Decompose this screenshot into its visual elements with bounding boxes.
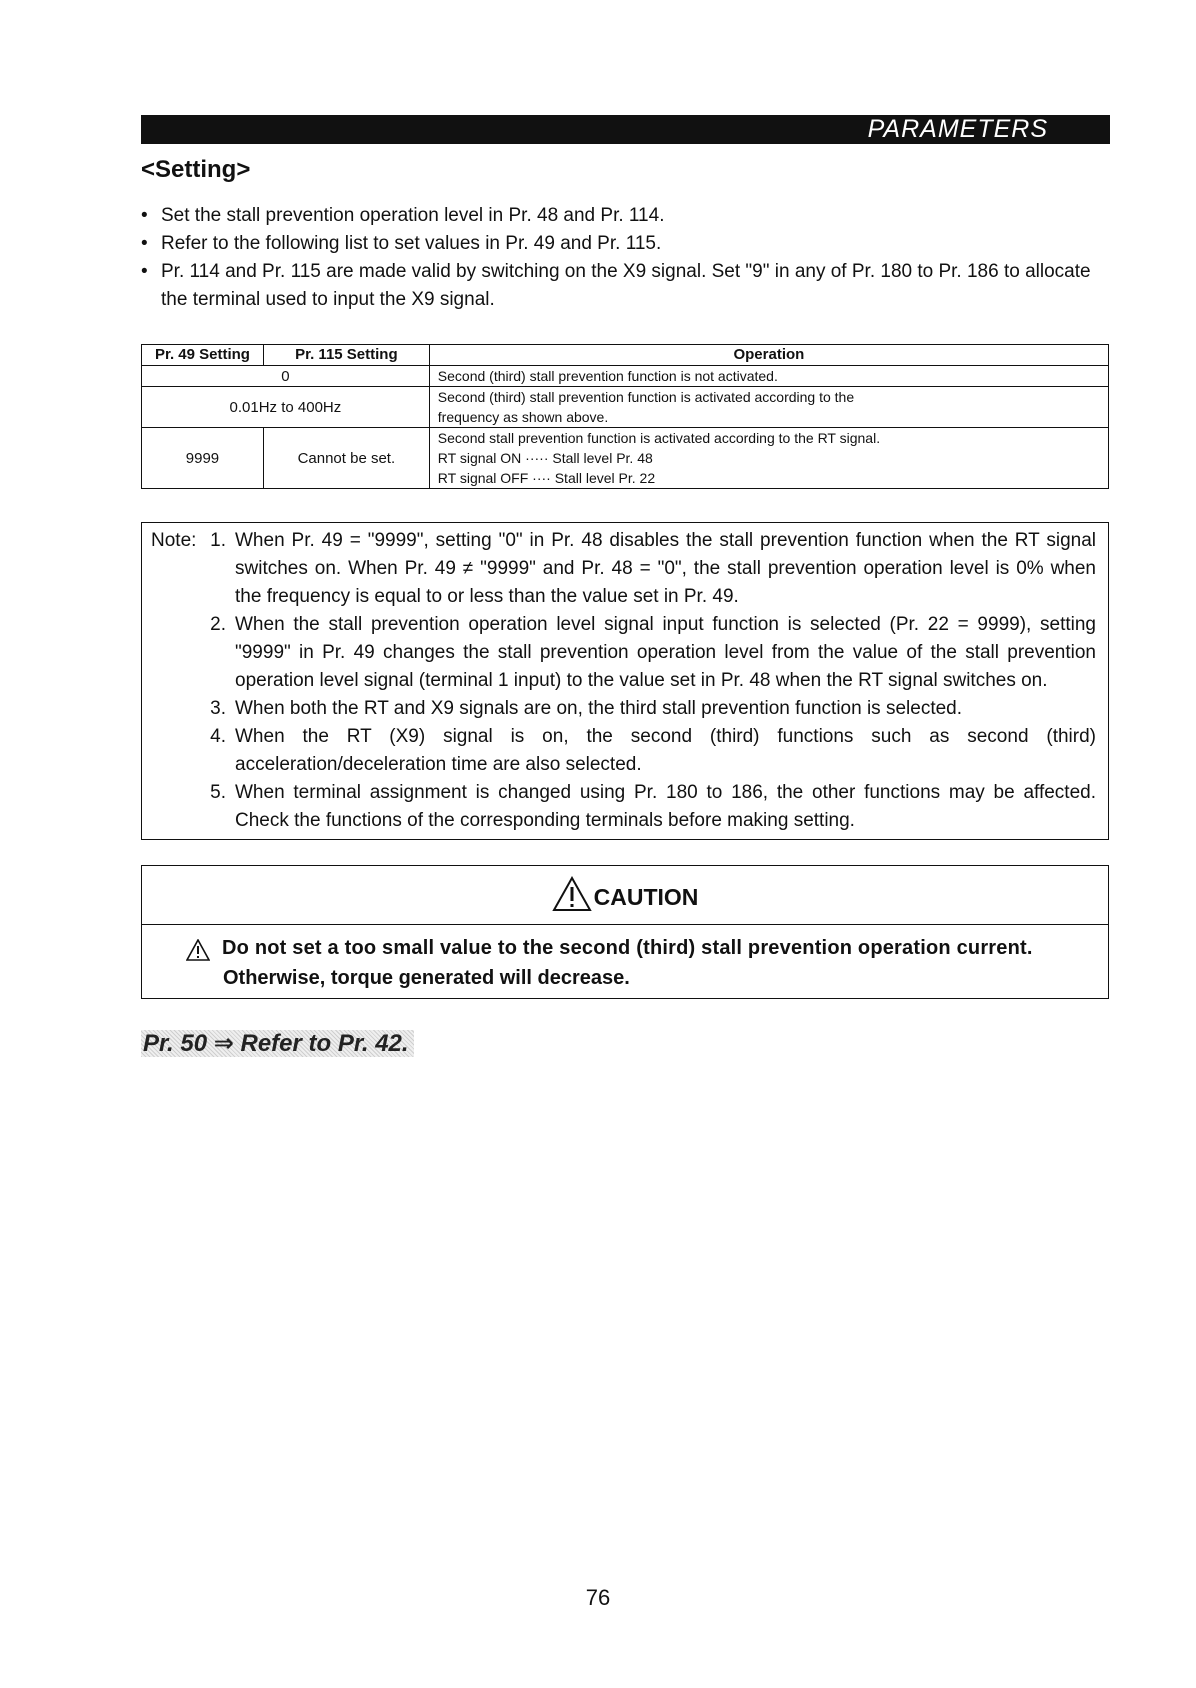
bullet-list <box>141 202 1121 314</box>
table-row <box>142 387 1109 428</box>
cell-pr115: Cannot be set. <box>263 428 429 489</box>
header-title: PARAMETERS <box>867 115 1048 143</box>
table-row <box>142 428 1109 489</box>
warning-small-icon <box>186 939 210 961</box>
warning-triangle-icon <box>552 876 592 912</box>
note-item <box>202 527 1096 611</box>
bullet-item <box>141 258 1121 314</box>
cell-setting: 0 <box>142 366 430 387</box>
caution-box <box>141 865 1109 999</box>
bullet-dot: • <box>141 233 148 254</box>
operation-line: frequency as shown above. <box>437 409 609 425</box>
bullet-item <box>141 202 1121 230</box>
bullet-dot: • <box>141 261 148 282</box>
note-number: 2. <box>210 614 226 635</box>
reference-label: Pr. 50 ⇒ Refer to Pr. 42. <box>141 1030 414 1057</box>
note-text: When Pr. 49 = "9999", setting "0" in Pr. 48 disables the stall prevention function when the RT signal switches on. When Pr. 49 ≠ "9999" and Pr. 48 = "0", the stall prevention operation level is 0% when the frequency is equal to or less than the value set in Pr. 49. <box>235 530 1096 607</box>
operation-line: Second (third) stall prevention function is activated according to the <box>437 389 855 405</box>
bullet-text: Set the stall prevention operation level in Pr. 48 and Pr. 114. <box>161 205 665 226</box>
note-number: 1. <box>210 530 226 551</box>
header-pr115: Pr. 115 Setting <box>263 345 429 366</box>
table-row <box>142 366 1109 387</box>
operation-line: RT signal ON ····· Stall level Pr. 48 <box>437 450 653 466</box>
note-item <box>202 611 1096 695</box>
cell-pr49: 9999 <box>142 428 264 489</box>
header-operation: Operation <box>429 345 1108 366</box>
section-title: <Setting> <box>141 156 251 183</box>
table-header-row <box>142 345 1109 366</box>
bullet-item <box>141 230 1121 258</box>
cell-operation <box>429 428 1108 489</box>
caution-title: CAUTION <box>593 884 699 910</box>
caution-text-line: Do not set a too small value to the second (third) stall prevention operation current. <box>222 937 1033 959</box>
cell-operation <box>429 387 1108 428</box>
note-text: When the stall prevention operation level signal input function is selected (Pr. 22 = 9999), setting "9999" in Pr. 49 changes the stall prevention operation level from the value of the stall prevention operation level signal (terminal 1 input) to the value set in Pr. 48 when the RT signal switches on. <box>235 614 1096 691</box>
note-item <box>202 695 1096 723</box>
page-number: 76 <box>585 1585 611 1610</box>
bullet-text: Refer to the following list to set values in Pr. 49 and Pr. 115. <box>161 233 662 254</box>
operation-line: RT signal OFF ···· Stall level Pr. 22 <box>437 470 656 486</box>
caution-header <box>142 866 1108 925</box>
cell-setting: 0.01Hz to 400Hz <box>142 387 430 428</box>
note-text: When both the RT and X9 signals are on, the third stall prevention function is selected. <box>235 698 963 719</box>
note-number: 3. <box>210 698 226 719</box>
note-number: 5. <box>210 782 226 803</box>
note-text: When the RT (X9) signal is on, the second (third) functions such as second (third) acceleration/deceleration time are also selected. <box>235 726 1096 775</box>
bullet-text: Pr. 114 and Pr. 115 are made valid by switching on the X9 signal. Set "9" in any of Pr. 180 to Pr. 186 to allocate the terminal used to input the X9 signal. <box>161 261 1091 310</box>
note-label: Note: <box>151 530 197 551</box>
settings-table <box>141 344 1109 489</box>
note-item <box>202 779 1096 835</box>
caution-body <box>142 925 1108 993</box>
note-text: When terminal assignment is changed using Pr. 180 to 186, the other functions may be affected. Check the functions of the corresponding terminals before making setting. <box>235 782 1096 831</box>
note-number: 4. <box>210 726 226 747</box>
caution-text-line: Otherwise, torque generated will decrease. <box>223 967 630 989</box>
cell-operation: Second (third) stall prevention function is not activated. <box>429 366 1108 387</box>
bullet-dot: • <box>141 205 148 226</box>
note-box <box>141 522 1109 840</box>
header-pr49: Pr. 49 Setting <box>142 345 264 366</box>
note-list <box>202 527 1096 835</box>
header-bar <box>141 115 1110 144</box>
note-item <box>202 723 1096 779</box>
operation-line: Second stall prevention function is activated according to the RT signal. <box>437 430 881 446</box>
